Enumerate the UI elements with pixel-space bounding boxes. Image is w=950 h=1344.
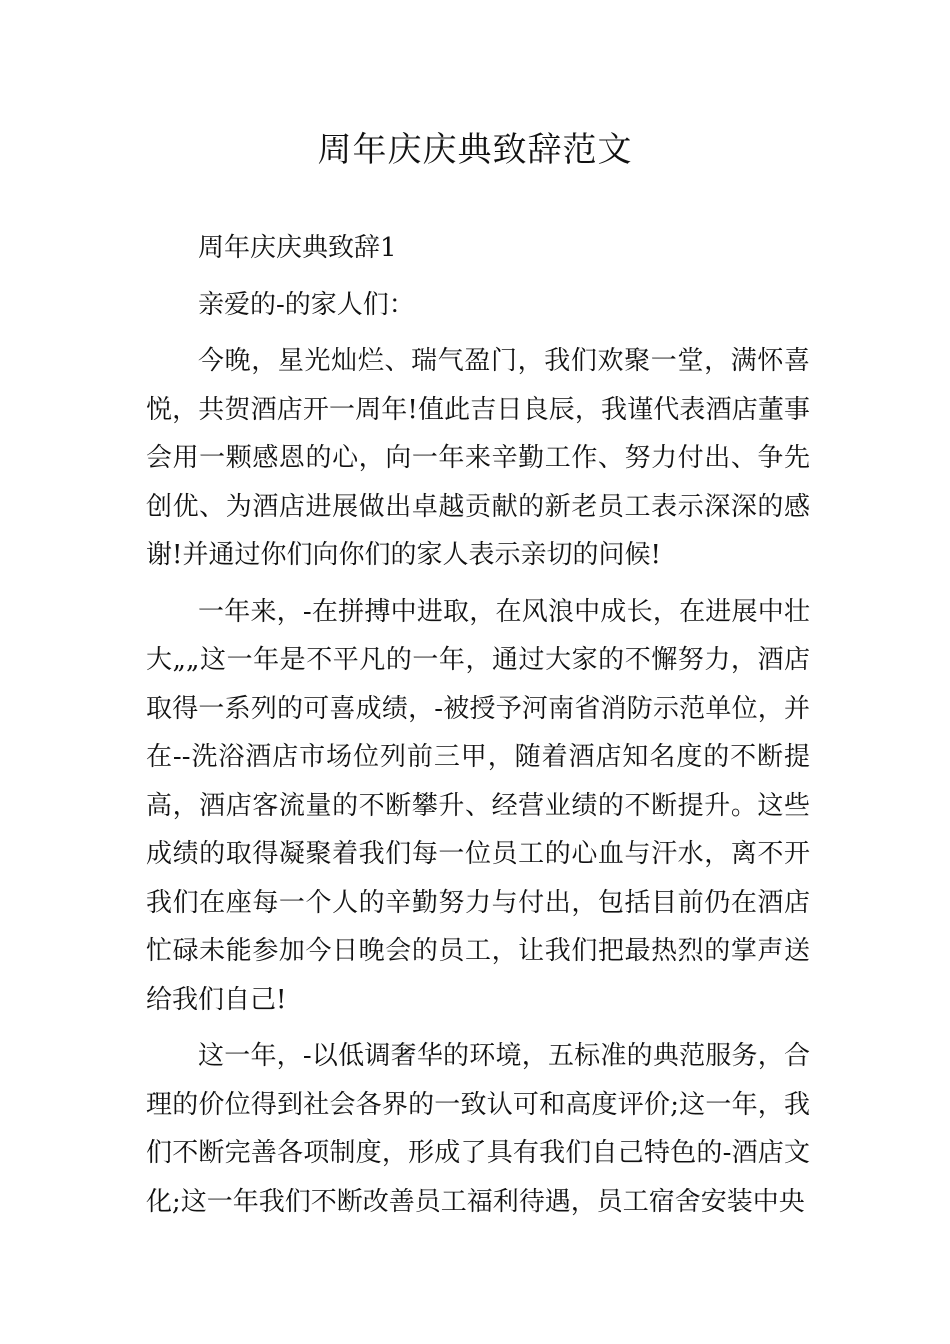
document-body [146, 224, 810, 1226]
body-paragraph: 今晚，星光灿烂、瑞气盈门，我们欢聚一堂，满怀喜悦，共贺酒店开一周年!值此吉日良辰，我谨代表酒店董事会用一颗感恩的心，向一年来辛勤工作、努力付出、争先创优、为酒店进展做出卓越贡献的新老员工表示深深的感谢!并通过你们向你们的家人表示亲切的问候! [146, 346, 810, 570]
salutation-paragraph: 亲爱的-的家人们： [198, 289, 415, 320]
section-heading: 周年庆庆典致辞1 [198, 233, 397, 263]
body-paragraph: 一年来，-在拼搏中进取，在风浪中成长，在进展中壮大„„这一年是不平凡的一年，通过大家的不懈努力，酒店取得一系列的可喜成绩，-被授予河南省消防示范单位，并在--洗浴酒店市场位列前三甲，随着酒店知名度的不断提高，酒店客流量的不断攀升、经营业绩的不断提升。这些成绩的取得凝聚着我们每一位员工的心血与汗水，离不开我们在座每一个人的辛勤努力与付出，包括目前仍在酒店忙碌未能参加今日晚会的员工，让我们把最热烈的掌声送给我们自己! [146, 596, 810, 1015]
document-title: 周年庆庆典致辞范文 [317, 130, 633, 170]
body-paragraph: 这一年，-以低调奢华的环境，五标准的典范服务，合理的价位得到社会各界的一致认可和高度评价;这一年，我们不断完善各项制度，形成了具有我们自己特色的-酒店文化;这一年我们不断改善员工福利待遇，员工宿舍安装中央 [146, 1041, 810, 1217]
